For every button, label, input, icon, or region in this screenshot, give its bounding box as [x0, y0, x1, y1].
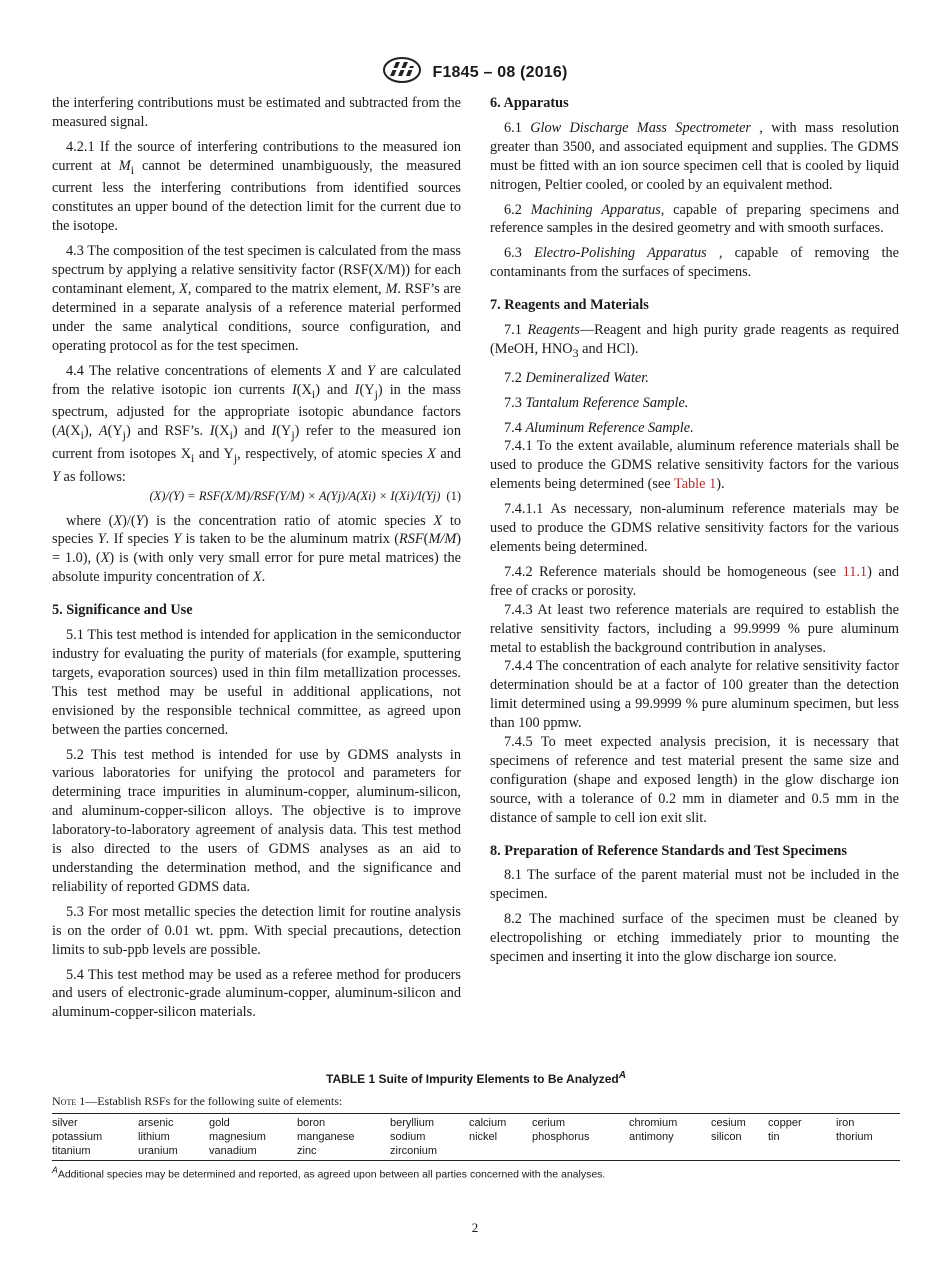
standard-designation: F1845 – 08 (2016): [432, 63, 568, 81]
paragraph-4-4: 4.4 The relative concentrations of elements X and Y are calculated from the relative isotopic ion currents $I(X_i)$ and $I(Y_j)$ in the mass spectrum, adjusted for the appropriate isotopic abundance factors ($A(X_i)$, $A(Y_j)$ and RSF’s. $I(X_i)$ and $I(Y_j)$ refer to the measured ion current from isotopes $X_i$ and $Y_j$, respectively, of atomic species X and Y as follows:: [52, 362, 462, 485]
table-cell: zinc: [297, 1145, 317, 1157]
table-cell: zirconium: [390, 1145, 438, 1157]
table-cell: chromium: [629, 1117, 678, 1129]
paragraph-8-2: 8.2 The machined surface of the specimen must be cleaned by electropolishing or etching immediately prior to mounting the specimen and inserting it into the glow discharge ion source.: [490, 911, 899, 966]
table-row: [52, 1144, 900, 1158]
table-cell: uranium: [138, 1145, 178, 1157]
right-column: [490, 94, 899, 973]
table-cell: nickel: [469, 1131, 498, 1143]
table-cell: cesium: [711, 1117, 746, 1129]
paragraph-8-1: 8.1 The surface of the parent material must not be included in the specimen.: [490, 867, 899, 903]
paragraph-5-2: 5.2 This test method is intended for use by GDMS analysts in various laboratories for unifying the protocol and parameters for determining trace impurities in aluminum-copper, aluminum-silicon, and aluminum-copper-silicon alloys. The objective is to improve laboratory-to-laboratory agreement of analysis data. This test method is also directed to the users of GDMS analyses as an aid to understanding the determination method, and the significance and reliability of reported GDMS data.: [52, 746, 461, 895]
section-heading-5: 5. Significance and Use: [52, 602, 193, 619]
astm-logo-icon: [382, 56, 422, 89]
table-row: [52, 1116, 900, 1130]
paragraph-7-4-4: 7.4.4 The concentration of each analyte for relative sensitivity factor determination should be at a factor of 100 greater than the detection limit determined using a 99.9999 % pure aluminum specimen, but less than 100 ppmw.: [490, 658, 899, 732]
paragraph-7-4: 7.4 Aluminum Reference Sample.: [504, 419, 694, 436]
table-cell: sodium: [390, 1131, 426, 1143]
table-1-note: Note 1—Establish RSFs for the following suite of elements:: [52, 1094, 343, 1108]
paragraph-continuation: the interfering contributions must be estimated and subtracted from the measured signal.: [52, 95, 461, 130]
table-1-title: TABLE 1 Suite of Impurity Elements to Be Analyzed$^A$: [326, 1070, 626, 1086]
paragraph-where: where (X)/(Y) is the concentration ratio of atomic species X to species Y. If species Y is taken to be the aluminum matrix (RSF(M/M) = 1.0), (X) is (with only very small error for pure metal matrices) the absolute impurity concentration of X.: [52, 512, 461, 586]
paragraph-7-4-2: 7.4.2 Reference materials should be homogeneous (see 11.1) and free of cracks or porosity.: [490, 563, 899, 599]
paragraph-6-2: 6.2 Machining Apparatus, capable of preparing specimens and reference samples in the desired geometry and with smooth surfaces.: [490, 201, 899, 237]
table-1-grid: [52, 1113, 900, 1161]
table-cell: lithium: [138, 1131, 170, 1143]
section-heading-7: 7. Reagents and Materials: [490, 297, 649, 314]
table-cell: silicon: [711, 1131, 742, 1143]
equation-number: (1): [446, 488, 461, 503]
table-cell: vanadium: [209, 1145, 257, 1157]
table-cell: titanium: [52, 1145, 91, 1157]
table-cell: thorium: [836, 1131, 873, 1143]
paragraph-7-4-5: 7.4.5 To meet expected analysis precision, it is necessary that specimens of reference and test material present the same size and configuration (shape and exposed length) in the glow discharge ion source, with a tolerance of 0.2 mm in diameter and 0.5 mm in the distance of sample to cell ion exit slit.: [490, 734, 899, 826]
paragraph-5-3: 5.3 For most metallic species the detection limit for routine analysis is on the order of 0.01 wt. ppm. With special precautions, detection limits to sub-ppb levels are possible.: [52, 903, 461, 958]
paragraph-7-4-3: 7.4.3 At least two reference materials are required to establish the relative sensitivity factors, including a 99.9999 % pure aluminum metal to establish the background contribution in analyses.: [490, 601, 899, 656]
paragraph-4-2-1: 4.2.1 If the source of interfering contributions to the measured ion current at $M_i$ cannot be determined unambiguously, the measured current less the interfering contributions from identified sources constitutes an upper bound of the detection limit for the current due to the isotope.: [52, 138, 461, 235]
table-cell: cerium: [532, 1117, 566, 1129]
table-row: [52, 1130, 900, 1144]
paragraph-7-3: 7.3 Tantalum Reference Sample.: [504, 394, 689, 411]
table-cell: antimony: [629, 1131, 674, 1143]
page-number: 2: [471, 1220, 479, 1235]
section-heading-8: 8. Preparation of Reference Standards and Test Specimens: [490, 842, 847, 859]
table-1-footnote: $^A$Additional species may be determined and reported, as agreed upon between all parties concerned with the analyses.: [52, 1165, 606, 1181]
paragraph-7-1: 7.1 Reagents—Reagent and high purity grade reagents as required (MeOH, $HNO_3$ and HCl).: [490, 322, 899, 360]
table-cell: potassium: [52, 1131, 103, 1143]
paragraph-5-4: 5.4 This test method may be used as a referee method for producers and users of electronic-grade aluminum-copper, aluminum-silicon and aluminum-copper-silicon materials.: [52, 966, 461, 1021]
section-heading-6: 6. Apparatus: [490, 95, 569, 111]
section-11-1-link[interactable]: 11.1: [842, 563, 868, 580]
equation-body: (X)/(Y) = RSF(X/M)/RSF(Y/M) × A(Yj)/A(Xi) × I(Xi)/I(Yj): [149, 488, 441, 503]
table-cell: tin: [768, 1131, 780, 1143]
page-header: [0, 56, 950, 84]
table-cell: phosphorus: [532, 1131, 590, 1143]
equation-1: [52, 487, 461, 506]
paragraph-7-4-1-1: 7.4.1.1 As necessary, non-aluminum reference materials may be used to produce the GDMS relative sensitivity factors for the various elements being determined.: [490, 501, 899, 555]
left-column: [52, 94, 461, 1028]
paragraph-7-2: 7.2 Demineralized Water.: [504, 369, 649, 386]
paragraph-7-4-1: 7.4.1 To the extent available, aluminum reference materials shall be used to produce the GDMS relative sensitivity factors for the various elements being determined (see Table 1).: [490, 438, 899, 493]
paragraph-6-1: 6.1 Glow Discharge Mass Spectrometer , with mass resolution greater than 3500, and associated equipment and supplies. The GDMS must be fitted with an ion source specimen cell that is cooled by liquid nitrogen, Peltier cooled, or cooled by an equivalent method.: [490, 119, 900, 193]
paragraph-4-3: 4.3 The composition of the test specimen is calculated from the mass spectrum by applying a relative sensitivity factor (RSF(X/M)) for each contaminant element, X, compared to the matrix element, M. RSF’s are determined in a separate analysis of a reference material performed under the same analytical conditions, source configuration, and operating protocol as for the test specimen.: [52, 243, 461, 354]
table-cell: copper: [768, 1117, 802, 1129]
table-cell: iron: [836, 1117, 855, 1129]
table-1-link[interactable]: Table 1: [673, 476, 717, 493]
table-1: [52, 1070, 900, 1181]
table-cell: beryllium: [390, 1117, 435, 1129]
table-cell: silver: [52, 1117, 78, 1129]
table-cell: arsenic: [138, 1117, 174, 1129]
table-cell: gold: [209, 1117, 230, 1129]
table-cell: calcium: [469, 1117, 507, 1129]
table-cell: manganese: [297, 1131, 355, 1143]
table-cell: boron: [297, 1117, 326, 1129]
table-cell: magnesium: [209, 1131, 266, 1143]
paragraph-6-3: 6.3 Electro-Polishing Apparatus , capable of removing the contaminants from the surfaces of specimens.: [490, 245, 899, 281]
paragraph-5-1: 5.1 This test method is intended for application in the semiconductor industry for evaluating the purity of materials (for example, sputtering targets, evaporation sources) used in thin film metallization processes. This test method may be useful in additional applications, not envisioned by the responsible technical committee, as agreed upon between the parties concerned.: [52, 627, 461, 738]
